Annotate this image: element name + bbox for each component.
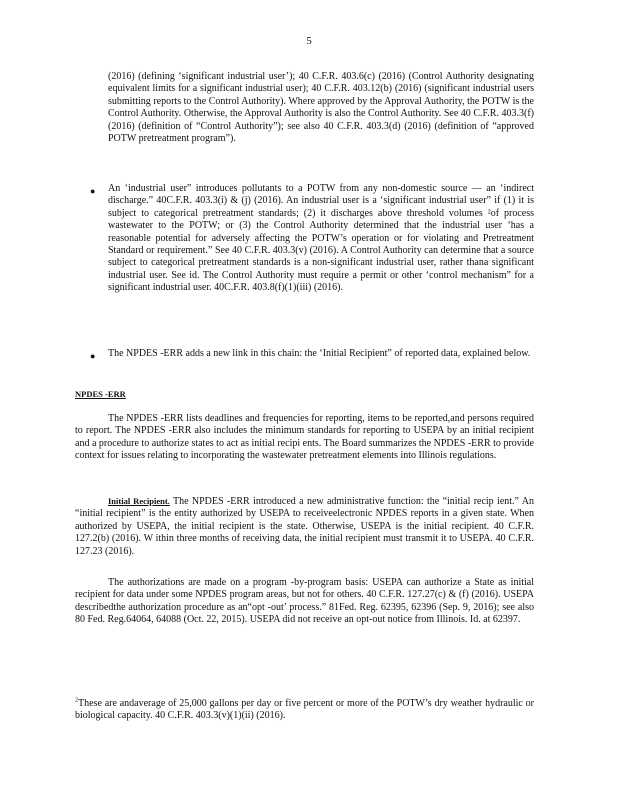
paragraph-1-block xyxy=(75,413,534,463)
bullet-2-text: The NPDES -ERR adds a new link in this chain: the ‘Initial Recipient” of reported data, explained below. xyxy=(108,348,531,359)
intro-text: (2016) (defining ‘significant industrial user’); 40 C.F.R. 403.6(c) (2016) (Control Authority designating equivalent limits for a significant industrial user); 40 C.F.R. 403.12(b) (2016) (significant industrial users submitting reports to the Control Authority). Where approved by the Approval Authority, the POTW is the Control Authority. Otherwise, the Approval Authority is also the Control Authority. See 40 C.F.R. 403.3(f) (2016) (definition of “Control Authority”); see also 40 C.F.R. 403.3(d) (2016) (definition of “approved POTW pretreatment program”). xyxy=(108,71,534,145)
bullet-2-dot: ● xyxy=(90,351,96,361)
bullet-1-text-block xyxy=(108,183,534,295)
paragraph-2: The NPDES -ERR introduced a new administrative function: the “initial recip ient.” An “initial recipient” is the entity authorized by USEPA to receiveelectronic NPDES reports in a given state. When authorized by USEPA, the initial recipient is the state. Otherwise, USEPA is the initial recipient. 40 C.F.R. 127.2(b) (2016). W ithin three months of receiving data, the initial recipient must transmit it to USEPA. 40 C.F.R. 127.23 (2016). xyxy=(75,496,535,557)
paragraph-3-block xyxy=(75,577,534,627)
paragraph-2-wrapper xyxy=(75,495,534,558)
paragraph-2-block xyxy=(75,495,534,558)
paragraph-1: The NPDES -ERR lists deadlines and frequencies for reporting, items to be reported,and persons required to report. The NPDES -ERR also includes the minimum standards for reporting to USEPA by an initial recipient and a procedure to authorize states to act as initial recipi ents. The Board summarizes the NPDES -ERR to provide context for issues relating to incorporating the wastewater pretreatment elements into Illinois regulations. xyxy=(75,413,534,462)
bullet-2-text-block xyxy=(108,348,534,360)
page-number: 5 xyxy=(306,35,312,47)
bullet-1-text: An ‘industrial user” introduces pollutants to a POTW from any non-domestic source — an ‘indirect discharge.” 40C.F.R. 403.3(i) & (j) (2016). An industrial user is a ‘significant industrial user” if (1) it is subject to categorical pretreatment standards; (2) it discharges above threshold volumes ²of process wastewater to the POTW; or (3) the Control Authority determined that the industrial user ‘has a reasonable potential for adversely affecting the POTW’s operation or for violating and Pretreatment Standard or requirement.” See 40 C.F.R. 403.3(v) (2016). A Control Authority can determine that a source subject to categorical pretreatment standards is a non-significant industrial user, rather thana significant industrial user. See id. The Control Authority must require a permit or other ‘control mechanism” for a significant industrial user. 40C.F.R. 403.8(f)(1)(iii) (2016). xyxy=(108,183,534,294)
paragraph-2-heading: Initial Recipient. xyxy=(108,496,170,506)
section-heading: NPDES -ERR xyxy=(75,389,126,399)
footnote-text: These are andaverage of 25,000 gallons per day or five percent or more of the POTW’s dry weather hydraulic or biological capacity. 40 C.F.R. 403.3(v)(1)(ii) (2016). xyxy=(75,698,534,722)
intro-block xyxy=(108,71,534,145)
paragraph-3: The authorizations are made on a program -by-program basis: USEPA can authorize a State as initial recipient for data under some NPDES program areas, but not for others. 40 C.F.R. 127.27(c) & (f) (2016). USEPA describedthe authorization procedure as an“opt -out’ process.” 81Fed. Reg. 62395, 62396 (Sep. 9, 2016); see also 80 Fed. Reg.64064, 64088 (Oct. 22, 2015). USEPA did not receive an opt-out notice from Illinois. Id. at 62397. xyxy=(75,577,534,626)
footnote xyxy=(75,698,534,723)
footnote-marker: 2 xyxy=(75,697,78,704)
bullet-1-dot: ● xyxy=(90,186,96,196)
